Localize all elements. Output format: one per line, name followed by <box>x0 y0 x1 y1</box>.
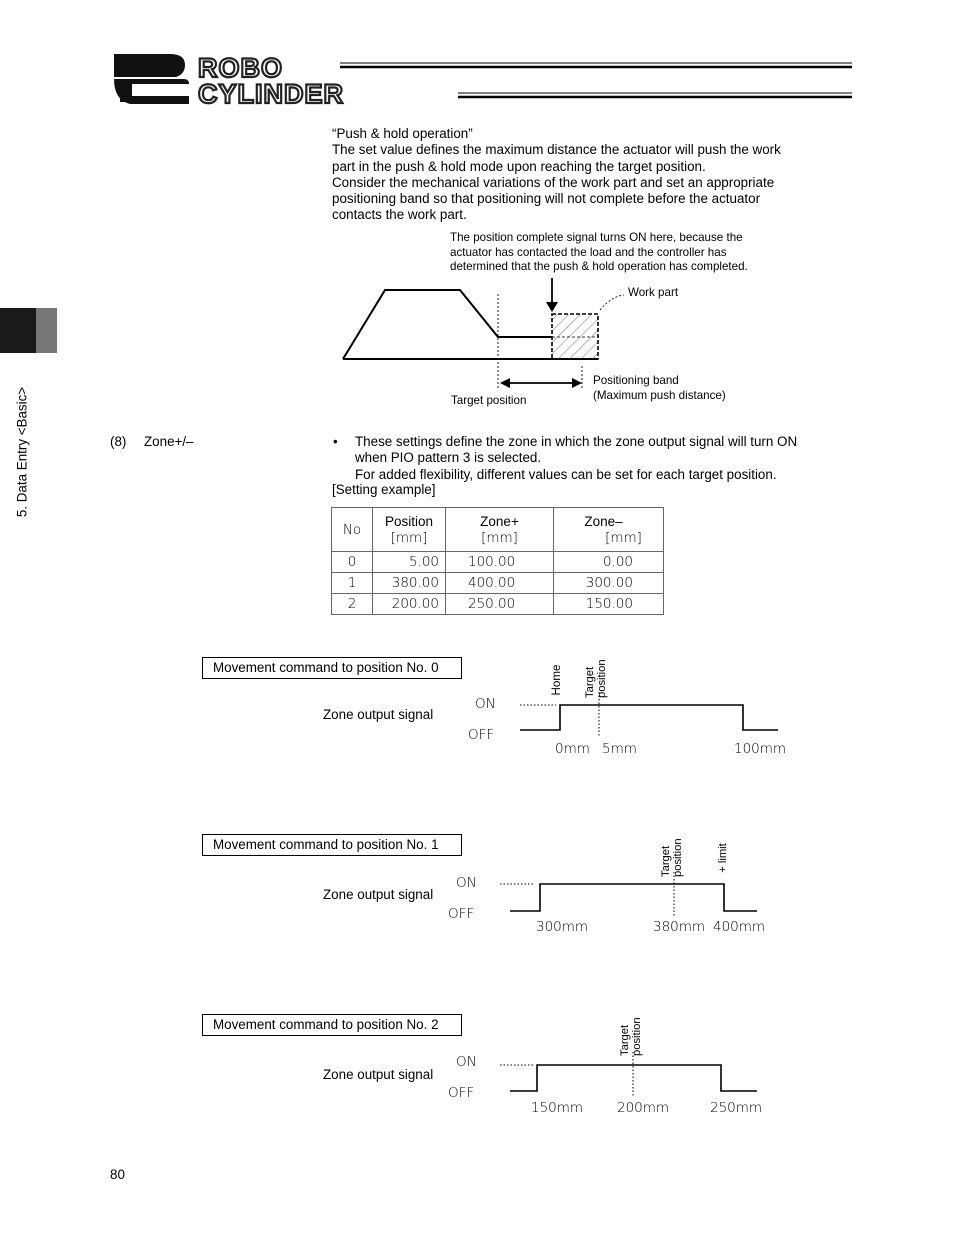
chapter-label <box>15 387 30 517</box>
header-position-unit: [mm] <box>390 529 428 546</box>
header-no <box>332 508 373 552</box>
push-line-3: Consider the mechanical variations of the work part and set an appropriate <box>332 174 775 190</box>
zone-description <box>355 434 835 483</box>
band-label <box>593 374 726 403</box>
on-label-2: ON <box>456 1054 477 1070</box>
mark-150mm: 150mm <box>531 1100 584 1116</box>
cell-no: 0 <box>332 552 373 573</box>
zone-number: (8) <box>110 434 127 449</box>
note-line-3: determined that the push & hold operation has completed. <box>450 260 748 273</box>
push-line-5: contacts the work part. <box>332 207 467 223</box>
note-line-2: actuator has contacted the load and the controller has <box>450 245 727 259</box>
zone-signal-label-1: Zone output signal <box>323 887 434 902</box>
chapter-label-text: 5. Data Entry <Basic> <box>14 386 30 518</box>
push-line-2: part in the push & hold mode upon reaching the target position. <box>332 158 706 174</box>
vlabel-target-1: Target position <box>660 838 684 877</box>
vlabel-limit-1: + limit <box>716 843 729 873</box>
mark-5mm: 5mm <box>602 741 637 757</box>
cell-position: 380.00 <box>373 573 446 594</box>
logo-line2: CYLINDER <box>198 79 345 108</box>
header-position-label: Position <box>384 513 434 529</box>
table-row <box>332 573 664 594</box>
table-row <box>332 594 664 615</box>
chapter-tab-edge <box>36 308 57 353</box>
header-zone-minus-label: Zone– <box>584 513 623 529</box>
rc-mark-icon <box>114 54 190 104</box>
zone-bullet: • <box>333 434 338 449</box>
push-line-1: The set value defines the maximum distance the actuator will push the work <box>332 142 781 158</box>
timing-chart-2 <box>495 1050 775 1100</box>
velocity-profile <box>343 290 552 359</box>
target-position-label: Target position <box>451 394 527 407</box>
cell-zone-plus: 250.00 <box>446 594 554 615</box>
off-label-1: OFF <box>448 906 475 922</box>
cell-no: 1 <box>332 573 373 594</box>
header-zone-minus <box>554 508 664 552</box>
zone-desc-2: when PIO pattern 3 is selected. <box>355 450 542 466</box>
cell-zone-plus: 400.00 <box>446 573 554 594</box>
command-box-1: Movement command to position No. 1 <box>202 834 462 856</box>
mark-250mm: 250mm <box>710 1100 763 1116</box>
header-zone-minus-unit: [mm] <box>605 529 642 546</box>
push-line-4: positioning band so that positioning will not complete before the actuator <box>332 191 761 207</box>
push-title: “Push & hold operation” <box>332 126 473 141</box>
mark-100mm: 100mm <box>734 741 787 757</box>
cell-position: 200.00 <box>373 594 446 615</box>
robo-cylinder-logo <box>110 50 870 108</box>
zone-desc-3: For added flexibility, different values can be set for each target position. <box>355 466 777 482</box>
cell-zone-minus: 150.00 <box>554 594 664 615</box>
mark-400mm: 400mm <box>713 919 766 935</box>
chapter-tab <box>0 308 36 353</box>
page-header <box>0 0 954 110</box>
mark-200mm: 200mm <box>617 1100 670 1116</box>
cell-position: 5.00 <box>373 552 446 573</box>
mark-0mm: 0mm <box>555 741 590 757</box>
off-label-2: OFF <box>448 1085 475 1101</box>
work-part-label: Work part <box>628 286 679 299</box>
push-diagram-note <box>450 231 810 275</box>
signal-waveform-0 <box>520 705 778 730</box>
zone-table <box>331 507 664 615</box>
logo-line1: ROBO <box>198 53 283 83</box>
table-row <box>332 552 664 573</box>
on-label-1: ON <box>456 875 477 891</box>
band-label-1: Positioning band <box>593 374 679 387</box>
header-zone-plus <box>446 508 554 552</box>
command-box-0: Movement command to position No. 0 <box>202 657 462 679</box>
timing-chart-1 <box>495 870 775 920</box>
band-label-2: (Maximum push distance) <box>593 388 726 402</box>
cell-no: 2 <box>332 594 373 615</box>
signal-waveform-1 <box>510 884 757 911</box>
cell-zone-minus: 0.00 <box>554 552 664 573</box>
cell-zone-plus: 100.00 <box>446 552 554 573</box>
header-zone-plus-label: Zone+ <box>480 513 519 529</box>
command-box-2: Movement command to position No. 2 <box>202 1014 462 1036</box>
vlabel-home-0: Home <box>549 664 563 696</box>
work-part-box <box>552 314 598 359</box>
mark-300mm: 300mm <box>536 919 589 935</box>
on-label-0: ON <box>475 696 496 712</box>
table-header <box>332 508 664 552</box>
zone-desc-1: These settings define the zone in which the zone output signal will turn ON <box>355 434 798 449</box>
header-no-label: No <box>342 521 362 538</box>
cell-zone-minus: 300.00 <box>554 573 664 594</box>
setting-example-label: [Setting example] <box>332 482 436 497</box>
header-position <box>373 508 446 552</box>
header-zone-plus-unit: [mm] <box>481 529 518 546</box>
vlabel-target-2: Target position <box>619 1017 643 1056</box>
zone-signal-label-0: Zone output signal <box>323 707 434 722</box>
note-line-1: The position complete signal turns ON here, because the <box>450 231 743 244</box>
push-section <box>332 126 852 224</box>
vlabel-target-0: Target position <box>584 659 608 698</box>
off-label-0: OFF <box>468 727 495 743</box>
zone-name: Zone+/– <box>144 434 194 449</box>
page-number: 80 <box>110 1167 125 1182</box>
zone-signal-label-2: Zone output signal <box>323 1067 434 1082</box>
mark-380mm: 380mm <box>653 919 706 935</box>
timing-chart-0 <box>500 690 790 740</box>
